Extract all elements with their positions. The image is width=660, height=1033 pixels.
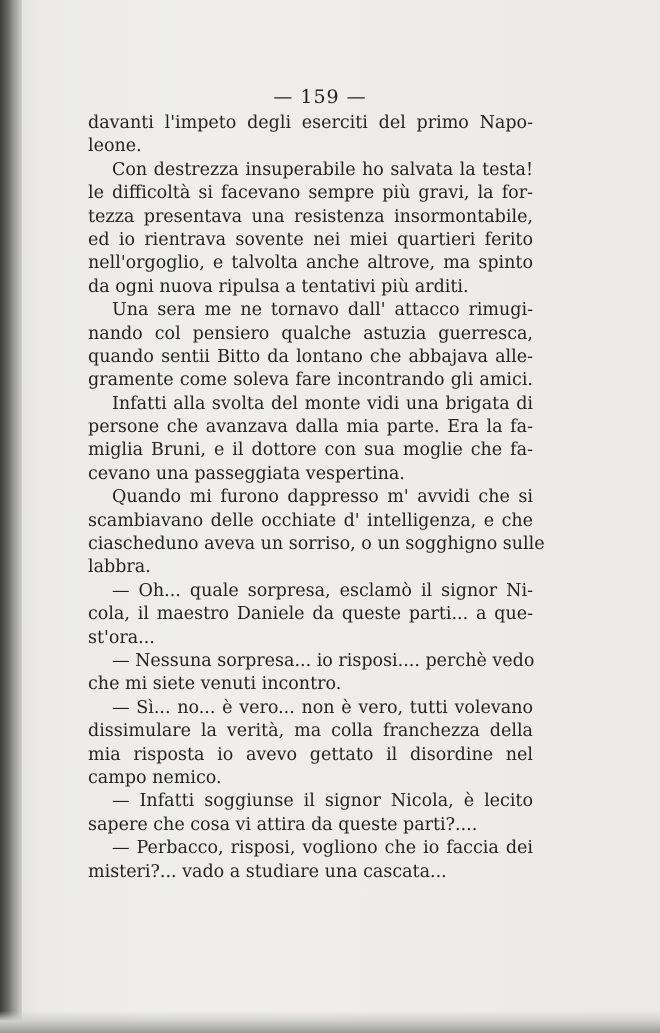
text-line: quando sentii Bitto da lontano che abbajava alle- bbox=[88, 346, 533, 367]
text-line: le difficoltà si facevano sempre più gravi, la for- bbox=[88, 183, 533, 204]
text-line: st'ora... bbox=[88, 627, 155, 648]
text-line: gramente come soleva fare incontrando gli amici. bbox=[88, 370, 533, 391]
text-line: che mi siete venuti incontro. bbox=[88, 674, 342, 695]
text-line: — Infatti soggiunse il signor Nicola, è lecito bbox=[112, 791, 533, 812]
text-line: davanti l'impeto degli eserciti del primo Napo- bbox=[88, 113, 533, 133]
text-line: da ogni nuova ripulsa a tentativi più arditi. bbox=[88, 276, 469, 297]
text-line: — Perbacco, risposi, vogliono che io faccia dei bbox=[112, 838, 533, 859]
text-line: miglia Bruni, e il dottore con sua moglie che fa- bbox=[88, 440, 533, 461]
text-line: — Oh... quale sorpresa, esclamò il signor Ni- bbox=[112, 580, 533, 601]
text-line: — Nessuna sorpresa... io risposi.... perchè vedo bbox=[112, 650, 535, 671]
text-line: scambiavano delle occhiate d' intelligenza, e che bbox=[88, 510, 533, 531]
text-line: tezza presentava una resistenza insormontabile, bbox=[88, 206, 533, 227]
text-line: — Sì... no... è vero... non è vero, tutti volevano bbox=[112, 697, 533, 718]
text-line: misteri?... vado a studiare una cascata... bbox=[88, 861, 447, 882]
text-line: Infatti alla svolta del monte vidi una brigata di bbox=[112, 393, 533, 414]
text-line: dissimulare la verità, ma colla franchezza della bbox=[88, 721, 533, 742]
text-line: leone. bbox=[88, 136, 142, 157]
text-line: ciascheduno aveva un sorriso, o un sogghigno sulle bbox=[88, 534, 545, 555]
text-line: Una sera me ne tornavo dall' attacco rimugi- bbox=[112, 300, 533, 321]
text-line: ed io rientrava sovente nei miei quartieri ferito bbox=[88, 229, 533, 250]
text-line: mia risposta io avevo gettato il disordine nel bbox=[88, 744, 533, 765]
text-line: labbra. bbox=[88, 557, 151, 578]
body-text bbox=[88, 112, 545, 884]
text-line: nell'orgoglio, e talvolta anche altrove, ma spinto bbox=[88, 253, 533, 274]
page-binding-shadow bbox=[0, 0, 22, 1033]
text-line: campo nemico. bbox=[88, 767, 222, 788]
page-number: — 159 — bbox=[273, 86, 367, 108]
text-line: persone che avanzava dalla mia parte. Era la fa- bbox=[88, 417, 533, 438]
text-line: cola, il maestro Daniele da queste parti... a que- bbox=[88, 604, 533, 625]
text-line: Quando mi furono dappresso m' avvidi che si bbox=[112, 487, 533, 508]
text-line: cevano una passeggiata vespertina. bbox=[88, 463, 405, 484]
text-line: sapere che cosa vi attira da queste parti?.... bbox=[88, 814, 478, 835]
page-bottom-edge bbox=[0, 1011, 660, 1033]
text-line: nando col pensiero qualche astuzia guerresca, bbox=[88, 323, 533, 344]
text-line: Con destrezza insuperabile ho salvata la testa! bbox=[112, 159, 533, 180]
